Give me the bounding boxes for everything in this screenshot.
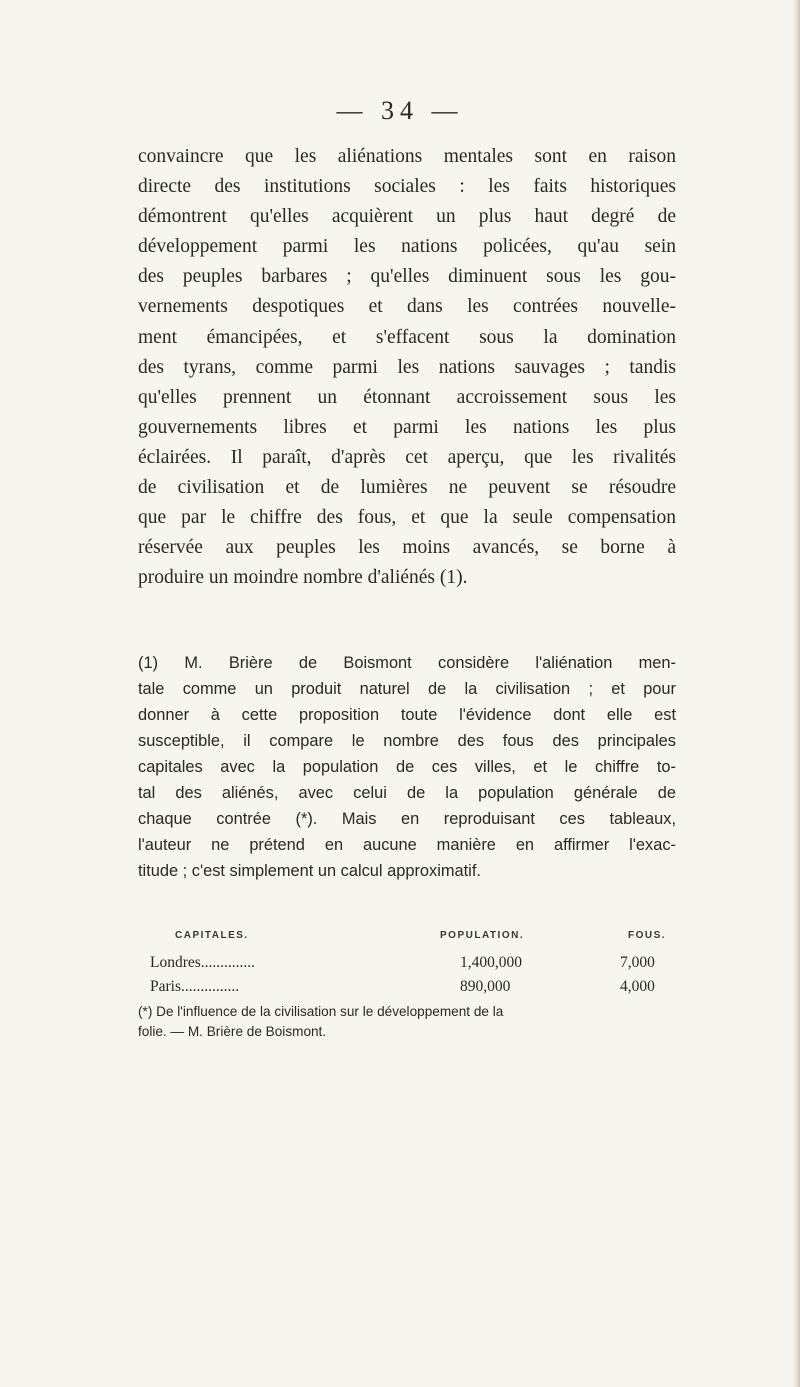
text-line: des tyrans, comme parmi les nations sauvages ; tandis [138,356,676,378]
text-line: convaincre que les aliénations mentales sont en raison [138,146,676,167]
text-line: réservée aux peuples les moins avancés, se borne à [138,537,676,559]
footnote-line: l'auteur ne prétend en aucune manière en affirmer l'exac- [138,836,676,854]
table-header-row [150,930,676,954]
main-paragraph [138,142,676,593]
text-line: des peuples barbares ; qu'elles diminuent sous les gou- [138,266,676,288]
text-line: ment émancipées, et s'effacent sous la domination [138,326,676,348]
text-line: vernements despotiques et dans les contrées nouvelle- [138,296,676,318]
footnote-line: chaque contrée (*). Mais en reproduisant ces tableaux, [138,810,676,828]
header-population: POPULATION. [440,930,525,941]
cell-city: Paris............... [150,978,240,995]
page-number: — 34 — [336,96,464,125]
page-edge-shadow [792,0,800,1387]
table-row [150,954,676,978]
cell-population: 890,000 [460,978,511,995]
text-line: développement parmi les nations policées, qu'au sein [138,236,676,258]
cell-population: 1,400,000 [460,954,522,971]
footnote-line: donner à cette proposition toute l'évidence dont elle est [138,706,676,724]
footnote-line: tale comme un produit naturel de la civilisation ; et pour [138,680,676,698]
text-line: démontrent qu'elles acquièrent un plus haut degré de [138,206,676,228]
text-line: éclairées. Il paraît, d'après cet aperçu, que les rivalités [138,446,676,468]
header-capitales: CAPITALES. [175,930,249,941]
footnote-line: titude ; c'est simplement un calcul approximatif. [138,862,481,880]
footnote [138,650,676,884]
footnote-line: tal des aliénés, avec celui de la population générale de [138,784,676,802]
footnote-line: susceptible, il compare le nombre des fous des principales [138,732,676,750]
text-line: de civilisation et de lumières ne peuvent se résoudre [138,477,676,499]
header-fous: FOUS. [628,930,667,941]
sub-footnote-line: folie. — M. Brière de Boismont. [138,1024,327,1039]
footnote-line: capitales avec la population de ces villes, et le chiffre to- [138,758,676,776]
footnote-line: (1) M. Brière de Boismont considère l'aliénation men- [138,654,676,672]
text-line: qu'elles prennent un étonnant accroissement sous les [138,386,676,408]
text-line: que par le chiffre des fous, et que la seule compensation [138,507,676,529]
cell-city: Londres.............. [150,954,256,971]
cell-fous: 4,000 [620,978,655,995]
text-line: produire un moindre nombre d'aliénés (1). [138,567,468,589]
text-line: directe des institutions sociales : les faits historiques [138,176,676,198]
sub-footnote-line: (*) De l'influence de la civilisation sur le développement de la [138,1004,504,1019]
sub-footnote [138,1002,676,1042]
text-line: gouvernements libres et parmi les nations les plus [138,416,676,438]
table-row [150,978,676,1002]
cell-fous: 7,000 [620,954,655,971]
capitals-table [150,930,676,1002]
